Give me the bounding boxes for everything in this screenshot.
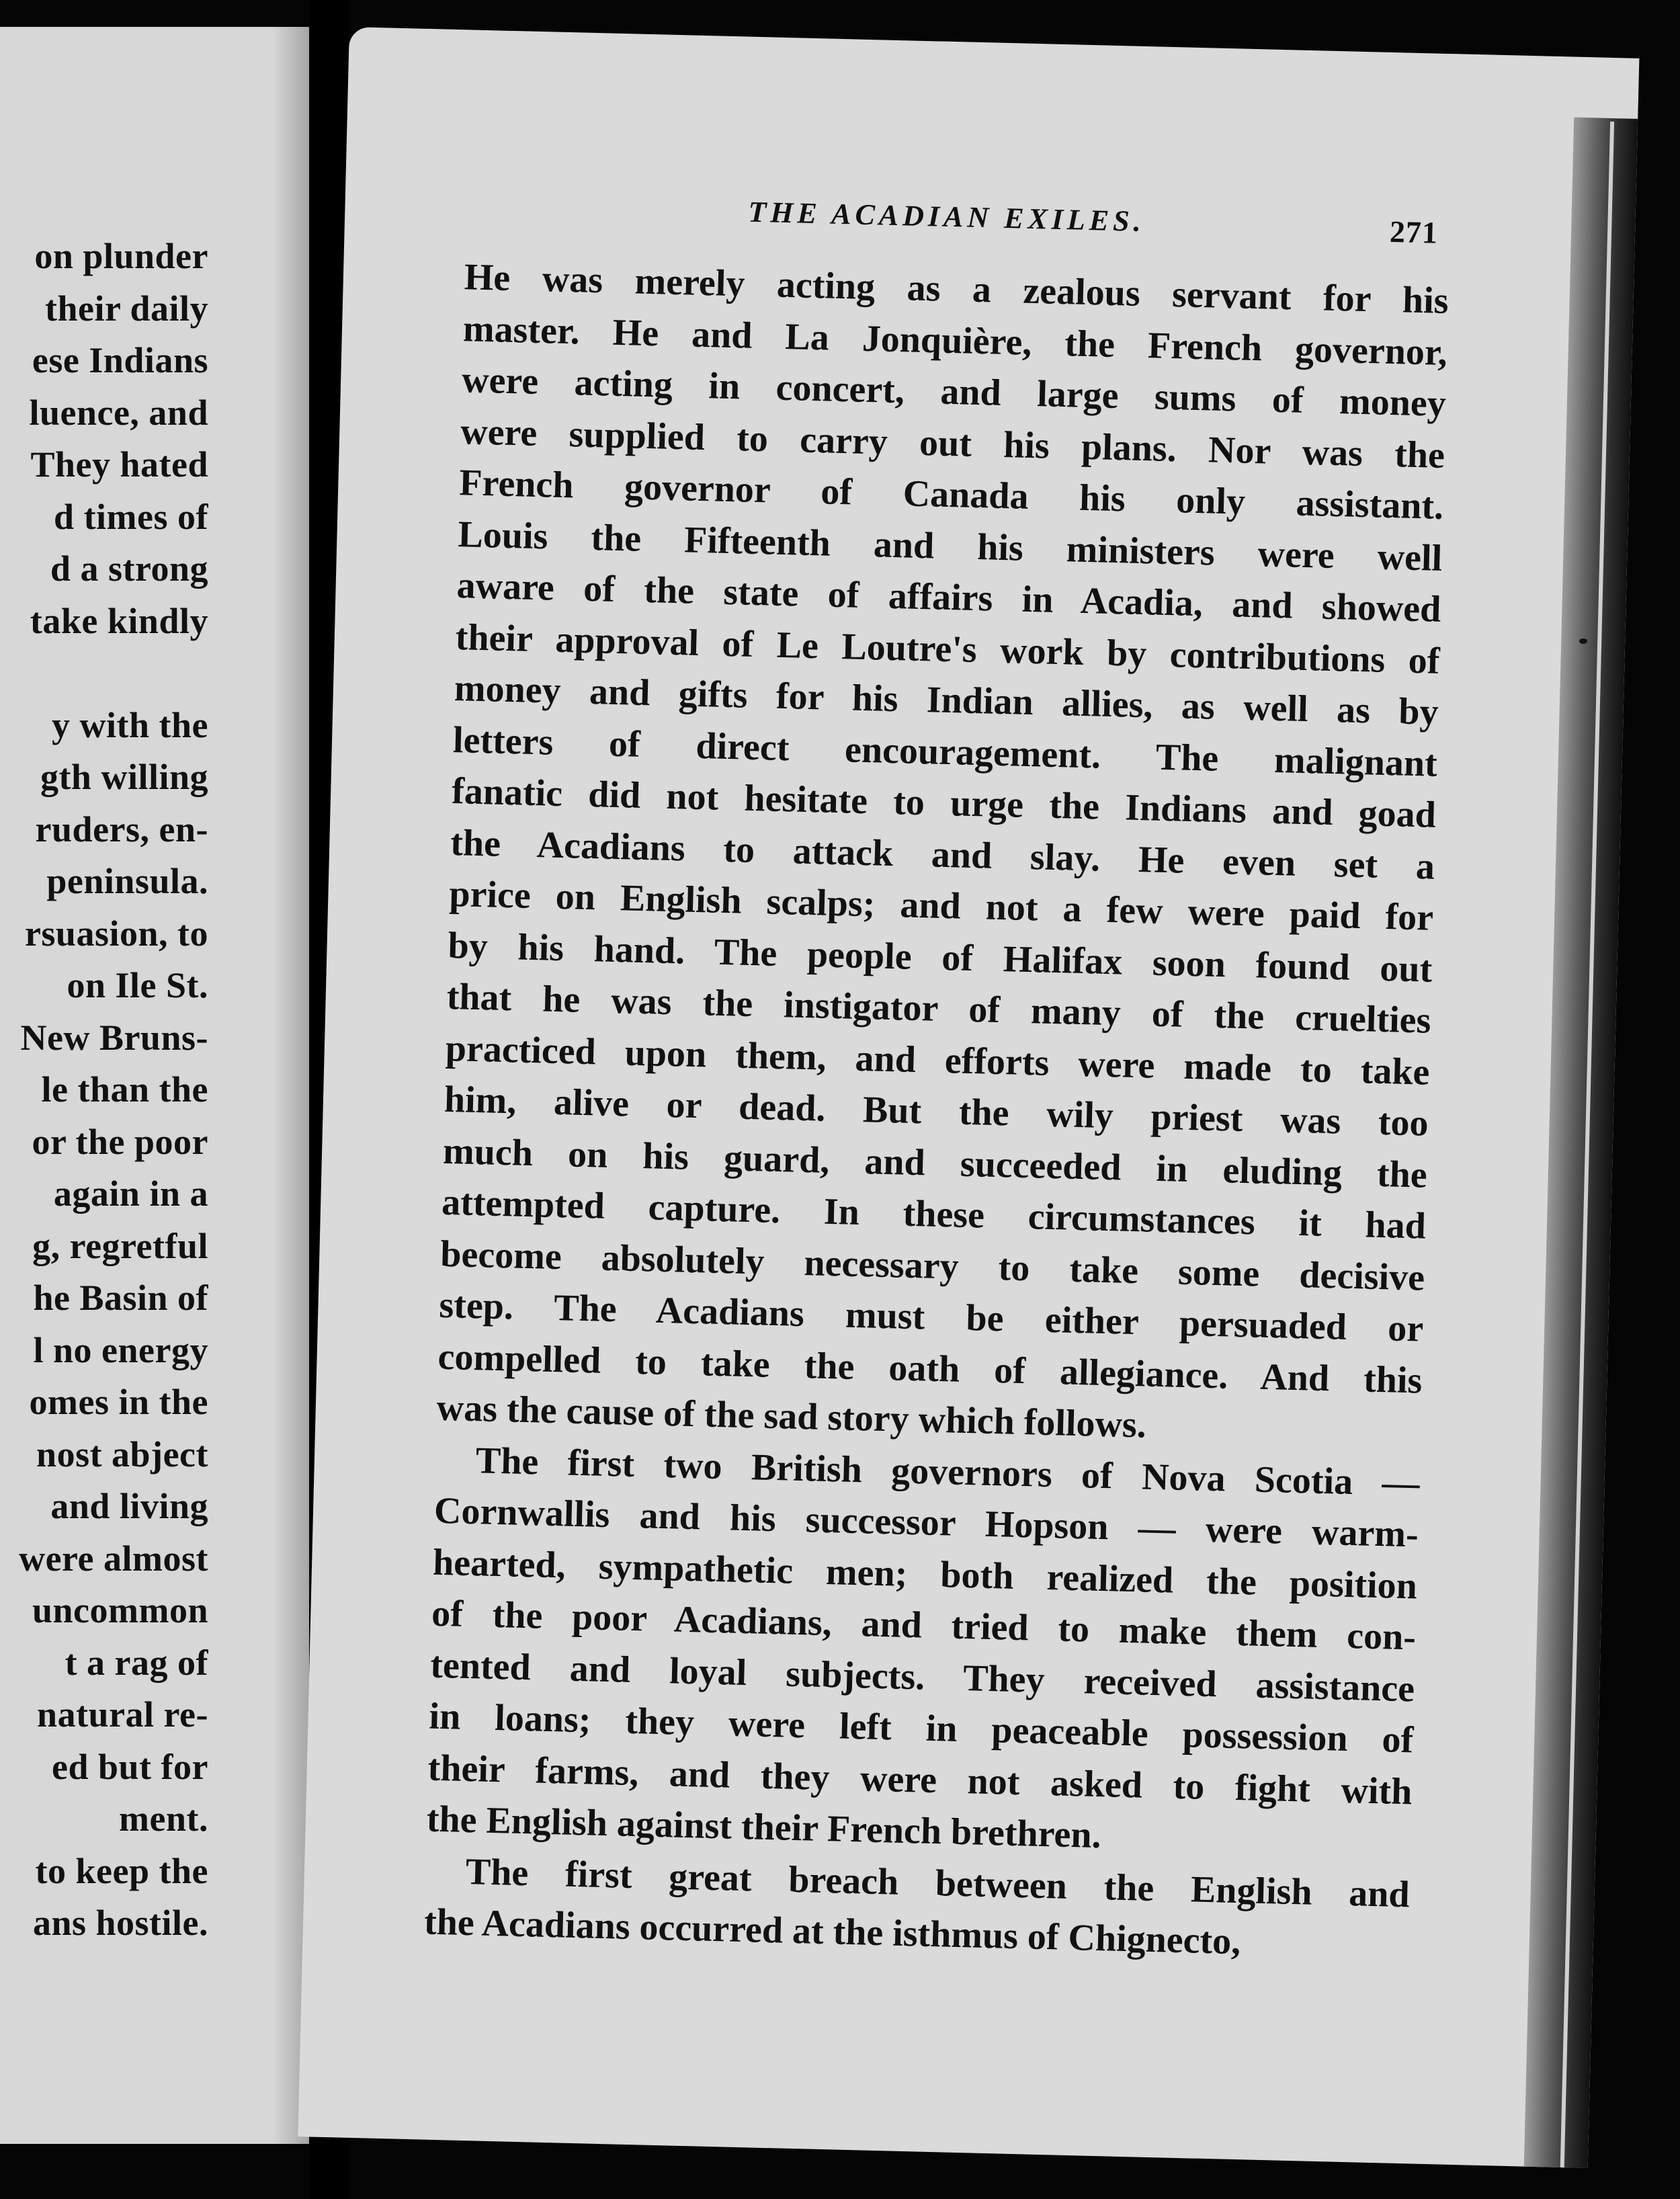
- previous-page-line: ruders, en-: [35, 808, 208, 849]
- text-line: attempted capture. In these circumstances it had: [441, 1181, 1427, 1247]
- previous-page-line: their daily: [44, 288, 208, 329]
- page-stack-edge: [1523, 118, 1638, 2168]
- previous-page-line: and living: [50, 1486, 208, 1526]
- previous-page-line: ans hostile.: [32, 1903, 208, 1943]
- previous-page-line: luence, and: [29, 392, 208, 433]
- previous-page-line: again in a: [53, 1173, 208, 1214]
- text-line: money and gifts for his Indian allies, as well as by: [454, 667, 1439, 733]
- page-number: 271: [1389, 214, 1439, 250]
- text-line: were supplied to carry out his plans. Nor was the: [460, 410, 1445, 476]
- previous-page-line: nost abject: [36, 1434, 208, 1475]
- previous-page: [0, 27, 316, 2144]
- text-line: fanatic did not hesitate to urge the Indians and goad: [451, 770, 1437, 836]
- previous-page-line: to keep the: [35, 1850, 208, 1891]
- text-line: were acting in concert, and large sums of money: [461, 359, 1447, 425]
- text-line: aware of the state of affairs in Acadia, and showed: [456, 565, 1442, 630]
- text-line: French governor of Canada his only assistant.: [458, 462, 1444, 528]
- text-line: hearted, sympathetic men; both realized the position: [432, 1541, 1418, 1608]
- previous-page-line: d times of: [54, 496, 208, 537]
- scan-speck: [1579, 638, 1587, 644]
- text-line: step. The Acadians must be either persuaded or: [438, 1284, 1424, 1350]
- previous-page-line: d a strong: [50, 548, 208, 589]
- previous-page-line: They hated: [30, 444, 208, 485]
- previous-page-line: y with the: [52, 704, 208, 745]
- text-line: that he was the instigator of many of the cruelties: [446, 975, 1432, 1042]
- text-line: price on English scalps; and not a few were paid for: [448, 873, 1434, 939]
- paragraph: [436, 251, 1450, 1458]
- previous-page-line: uncommon: [32, 1590, 208, 1630]
- text-line: the Acadians to attack and slay. He even set a: [450, 821, 1435, 888]
- previous-page-line: on Ile St.: [67, 965, 208, 1005]
- previous-page-line: ed but for: [52, 1746, 208, 1787]
- previous-page-line: le than the: [41, 1069, 208, 1110]
- previous-page-line: take kindly: [30, 600, 208, 641]
- paragraph: [426, 1434, 1421, 1869]
- text-line: letters of direct encouragement. The malignant: [452, 718, 1438, 785]
- previous-page-line: ese Indians: [32, 340, 208, 380]
- text-line: was the cause of the sad story which follows.: [436, 1386, 1147, 1446]
- previous-page-line: rsuasion, to: [24, 913, 208, 954]
- previous-page-line: New Bruns-: [20, 1017, 208, 1058]
- previous-page-line: ment.: [119, 1798, 208, 1839]
- previous-page-line: natural re-: [37, 1694, 208, 1735]
- text-line: Louis the Fifteenth and his ministers were well: [457, 513, 1443, 579]
- text-line: him, alive or dead. But the wily priest was too: [444, 1078, 1429, 1145]
- running-head: THE ACADIAN EXILES.: [747, 195, 1146, 238]
- previous-page-line: he Basin of: [33, 1278, 208, 1318]
- text-line: the English against their French brethren.: [426, 1798, 1102, 1857]
- previous-page-line: or the poor: [32, 1121, 208, 1162]
- text-line: The first great breach between the English and: [465, 1850, 1411, 1915]
- text-line: their approval of Le Loutre's work by contributions of: [455, 616, 1441, 682]
- text-line: tented and loyal subjects. They received assistance: [429, 1644, 1415, 1710]
- text-line: in loans; they were left in peaceable possession of: [428, 1695, 1414, 1761]
- current-page: [298, 27, 1639, 2168]
- previous-page-line: gth willing: [40, 757, 208, 797]
- body-text: [423, 251, 1449, 1972]
- text-line: by his hand. The people of Halifax soon found out: [447, 924, 1433, 991]
- text-line: He was merely acting as a zealous servant for his: [464, 256, 1450, 323]
- text-line: master. He and La Jonquière, the French governor,: [462, 307, 1448, 374]
- previous-page-line: g, regretful: [32, 1225, 208, 1266]
- previous-page-line: t a rag of: [65, 1642, 208, 1683]
- text-line: of the poor Acadians, and tried to make them con-: [431, 1592, 1417, 1659]
- text-line: practiced upon them, and efforts were made to take: [445, 1027, 1431, 1093]
- text-line: compelled to take the oath of allegiance. And this: [437, 1335, 1423, 1402]
- previous-page-line: l no energy: [33, 1329, 208, 1370]
- text-line: the Acadians occurred at the isthmus of Chignecto,: [423, 1901, 1241, 1963]
- text-line: their farms, and they were not asked to fight with: [427, 1747, 1413, 1813]
- text-line: much on his guard, and succeeded in eluding the: [442, 1130, 1428, 1196]
- text-line: Cornwallis and his successor Hopson — were warm-: [433, 1489, 1419, 1556]
- previous-page-line: peninsula.: [46, 861, 208, 901]
- previous-page-line: were almost: [19, 1538, 208, 1579]
- text-line: become absolutely necessary to take some decisive: [439, 1233, 1425, 1299]
- previous-page-line: omes in the: [29, 1382, 208, 1422]
- text-line: The first two British governors of Nova Scotia —: [475, 1439, 1421, 1505]
- previous-page-line: on plunder: [34, 236, 208, 276]
